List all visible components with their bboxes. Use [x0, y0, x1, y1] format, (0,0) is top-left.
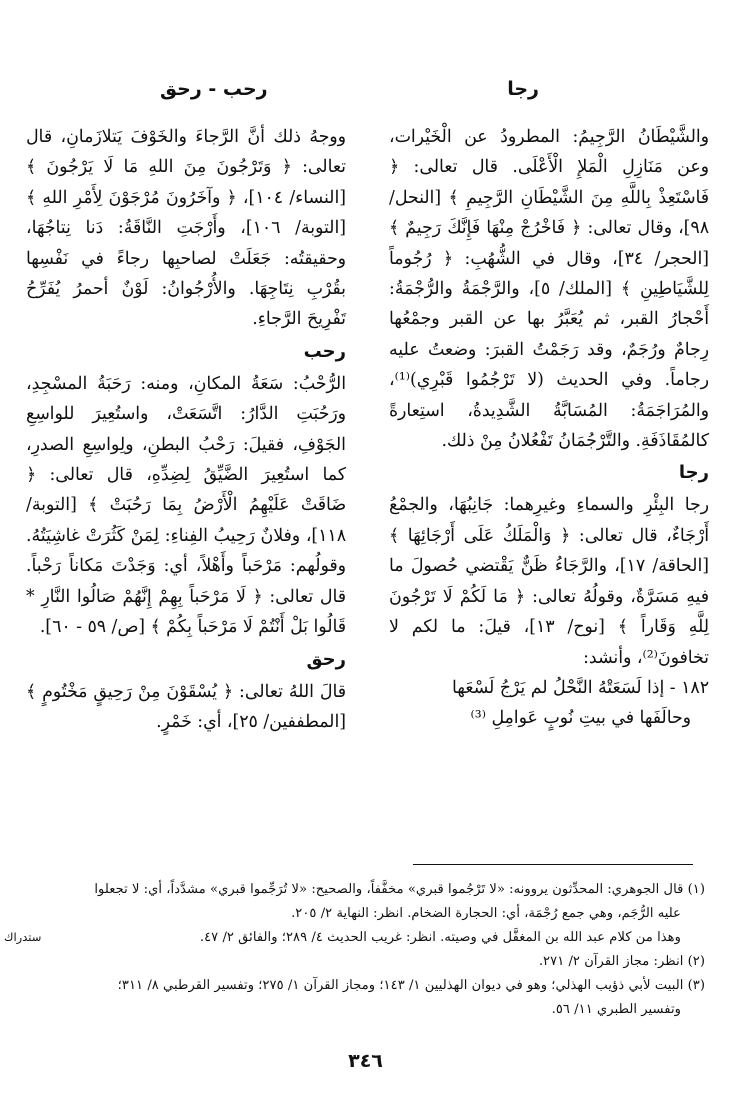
footnote-2: (٢) انظر: مجاز القرآن ٢/ ٢٧١.: [538, 954, 705, 969]
verse-line-1: ١٨٢ - إذا لَسَعَتْهُ النَّحْلُ لم يَرْجُ لَسْعَها: [452, 677, 709, 698]
entry-heading-raja: رجا: [678, 462, 709, 484]
footnote-1-line-3: وهذا من كلام عبد الله بن المغفَّل في وصيته. انظر: غريب الحديث ٤/ ٢٨٩؛ والفائق ٢/ ٤٧.: [199, 930, 681, 945]
running-head-right: رجا: [507, 78, 539, 100]
left-column-paragraph-rahb: الرُّحْبُ: سَعَةُ المكانِ، ومنه: رَحَبَةُ المسْجِدِ، ورَحُبَتِ الدَّارُ: اتَّسَعَتْ، واستُعِيرَ للواسِعِ الجَوْفِ، فقيلَ: رَحْبُ البطنِ، ولِواسِعِ الصدرِ، كما استُعِيرَ الضَّيِّقُ لِضِدِّهِ، قال تعالى: ﴿ ضَاقَتْ عَلَيْهِمُ الْأَرْضُ بِمَا رَحُبَتْ ﴾ [التوبة/ ١١٨]، وفلانٌ رَحِيبُ الفِناءِ: لِمَنْ كَثُرَتْ غاشِيَتُهُ. وقولُهم: مَرْحَباً وأَهْلاً، أي: وَجَدْتَ مَكاناً رَحْباً. قال تعالى: ﴿ لَا مَرْحَباً بِهِمْ إِنَّهُمْ صَالُوا النَّارِ * قَالُوا بَلْ أَنْتُمْ لَا مَرْحَباً بِكُمْ ﴾ [ص/ ٥٩ - ٦٠].: [26, 373, 346, 638]
entry-heading-rahb: رحب: [303, 340, 346, 362]
margin-note: ستدراك: [4, 930, 42, 944]
footnote-rule: [413, 864, 693, 865]
entry-heading-rahq: رحق: [306, 648, 346, 670]
footnote-1-line-1: (١) قال الجوهري: المحدِّثون يروونه: «لا تَرْجُموا قبري» مخفَّفاً، والصحيح: «لا تُرَجِّموا قبري» مشدَّداً، أي: لا تجعلوا: [94, 882, 705, 897]
footnotes: [35, 878, 705, 1022]
footnote-1-line-2: عليه الرُّجَم، وهي جمع رُجْمَة، أي: الحجارة الضخام. انظر: النهاية ٢/ ٢٠٥.: [291, 906, 681, 921]
verse-line-2: وحالَفَها في بيتِ نُوبٍ عَوامِلِ ⁽³⁾: [470, 708, 691, 729]
page-number: ٣٤٦: [348, 1050, 383, 1072]
right-column: [389, 122, 709, 734]
footnote-3-line-2: وتفسير الطبري ١١/ ٥٦.: [551, 1002, 681, 1017]
left-column-paragraph-rahq: قالَ اللهُ تعالى: ﴿ يُسْقَوْنَ مِنْ رَحِيقٍ مَخْتُومٍ ﴾ [المطففين/ ٢٥]، أي: خَمْرٍ.: [26, 681, 346, 732]
left-column: [26, 122, 346, 737]
right-column-paragraph: والشَّيْطَانُ الرَّجِيمُ: المطرودُ عن الْخَيْرات، وعن مَنَازِلِ الْمَلإِ الْأَعْلَى. قال تعالى: ﴿ فَاسْتَعِذْ بِاللَّهِ مِنَ الشَّيْطَانِ الرَّجِيمِ ﴾ [النحل/ ٩٨]، وقال تعالى: ﴿ فَاخْرُجْ مِنْهَا فَإِنَّكَ رَجِيمٌ ﴾ [الحجر/ ٣٤]، وقال في الشُّهُبِ: ﴿ رُجُوماً لِلشَّيَاطِينِ ﴾ [الملك/ ٥]، والرَّجْمَةُ والرُّجْمَةُ: أَحْجارُ القبر، ثم يُعَبَّرُ بها عن القبر وجمْعُها رِجامٌ ورُجَمٌ، وقد رَجَمْتُ القبرَ: وضعتُ عليه رجاماً. وفي الحديث (لا تَرْجُمُوا قَبْرِي)⁽¹⁾، والمُرَاجَمَةُ: المُسَابَّةُ الشَّدِيدةُ، استِعارةً كالمُقَاذَفَةِ. والتَّرْجُمَانُ تَفْعُلانُ مِنْ ذلك.: [389, 127, 709, 452]
left-column-paragraph-top: ووجهُ ذلك أنَّ الرَّجاءَ والخَوْفَ يَتلازَمانِ، قال تعالى: ﴿ وَتَرْجُونَ مِنَ اللهِ مَا لَا يَرْجُونَ ﴾ [النساء/ ١٠٤]، ﴿ وآخَرُونَ مُرْجَوْنَ لِأَمْرِ اللهِ ﴾ [التوبة/ ١٠٦]، وأَرْجَتِ النَّاقَةُ: دَنا نِتاجُهَا، وحقيقتُه: جَعَلَتْ لصاحبِها رجاءً في نَفْسِها بقُرْبِ نِتَاجِهَا. والأُرْجُوانُ: لَوْنٌ أحمرُ يُفَرِّحُ تَفْرِيحَ الرَّجاءِ.: [26, 127, 346, 330]
running-head-left: رحب - رحق: [160, 78, 268, 100]
footnote-3-line-1: (٣) البيت لأبي ذؤيب الهذلي؛ وهو في ديوان الهذليين ١/ ١٤٣؛ ومجاز القرآن ١/ ٢٧٥؛ وتفسير القرطبي ٨/ ٣١١؛: [117, 978, 705, 993]
right-column-paragraph-raja: رجا البِئْرِ والسماءِ وغيرِهما: جَانِبُهَا، والجمْعُ أَرْجَاءٌ، قال تعالى: ﴿ وَالْمَلَكُ عَلَى أَرْجَائِهَا ﴾ [الحاقة/ ١٧]، والرَّجَاءُ ظَنٌّ يَقْتضي حُصولَ ما فيهِ مَسَرَّةٌ، وقولُهُ تعالى: ﴿ مَا لَكُمْ لَا تَرْجُونَ لِلَّهِ وَقَاراً ﴾ [نوح/ ١٣]، قيلَ: ما لكم لا تخافونَ⁽²⁾، وأنشد:: [389, 495, 709, 668]
